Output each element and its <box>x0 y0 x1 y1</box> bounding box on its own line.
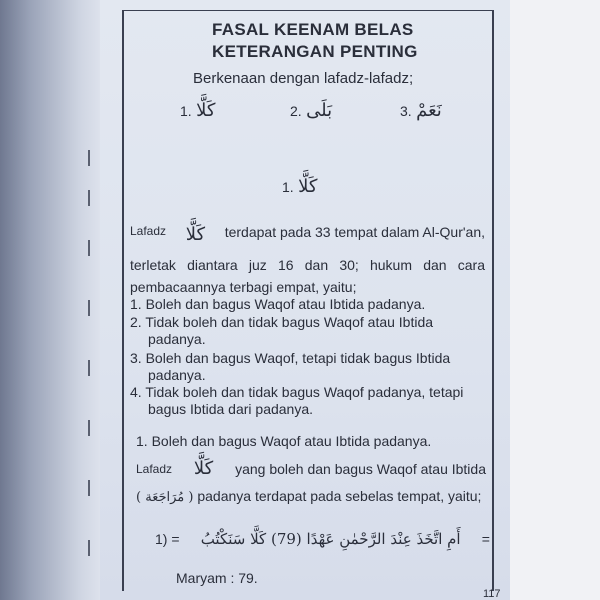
lafadz-item-3: 3. نَعَمْ <box>400 100 442 121</box>
subsection-heading: 1. Boleh dan bagus Waqof atau Ibtida padanya. <box>136 433 432 449</box>
page-number: 117 <box>483 588 501 600</box>
section-heading: 1. كَلَّا <box>282 176 318 197</box>
rule-4-cont: bagus Ibtida dari padanya. <box>148 401 314 417</box>
para2-line2: ( مُرَاجَعَة ) padanya terdapat pada sebelas tempat, yaitu; <box>136 488 482 505</box>
rule-2-cont: padanya. <box>148 331 206 347</box>
chapter-subtitle: KETERANGAN PENTING <box>212 42 418 61</box>
lafadz-item-1: 1. كَلَّا <box>180 100 216 121</box>
example-verse: 1) = أَمِ اتَّخَذَ عِنْدَ الرَّحْمٰنِ عَهْدًا (79) كَلَّا سَنَكْتُبُ = <box>155 530 490 548</box>
para2-line1: Lafadz كَلَّا yang boleh dan bagus Waqof atau Ibtida <box>136 458 486 479</box>
rule-1: 1. Boleh dan bagus Waqof atau Ibtida padanya. <box>130 296 426 312</box>
intro-text: Berkenaan dengan lafadz-lafadz; <box>193 70 414 87</box>
rule-4: 4. Tidak boleh dan tidak bagus Waqof padanya, tetapi <box>130 384 464 400</box>
para1-line1: Lafadz كَلَّا terdapat pada 33 tempat dalam Al-Qur'an, <box>130 224 485 245</box>
background-surface <box>510 0 600 600</box>
para1-line2: terletak diantara juz 16 dan 30; hukum dan cara <box>130 257 485 273</box>
rule-3: 3. Boleh dan bagus Waqof, tetapi tidak bagus Ibtida <box>130 350 451 366</box>
chapter-title: FASAL KEENAM BELAS <box>212 20 414 39</box>
verse-reference: Maryam : 79. <box>176 570 258 586</box>
rule-2: 2. Tidak boleh dan tidak bagus Waqof atau Ibtida <box>130 314 434 330</box>
lafadz-item-2: 2. بَلَى <box>290 100 333 121</box>
rule-3-cont: padanya. <box>148 367 206 383</box>
para1-line3: pembacaannya terbagi empat, yaitu; <box>130 279 357 295</box>
facing-page-edge <box>0 0 100 600</box>
